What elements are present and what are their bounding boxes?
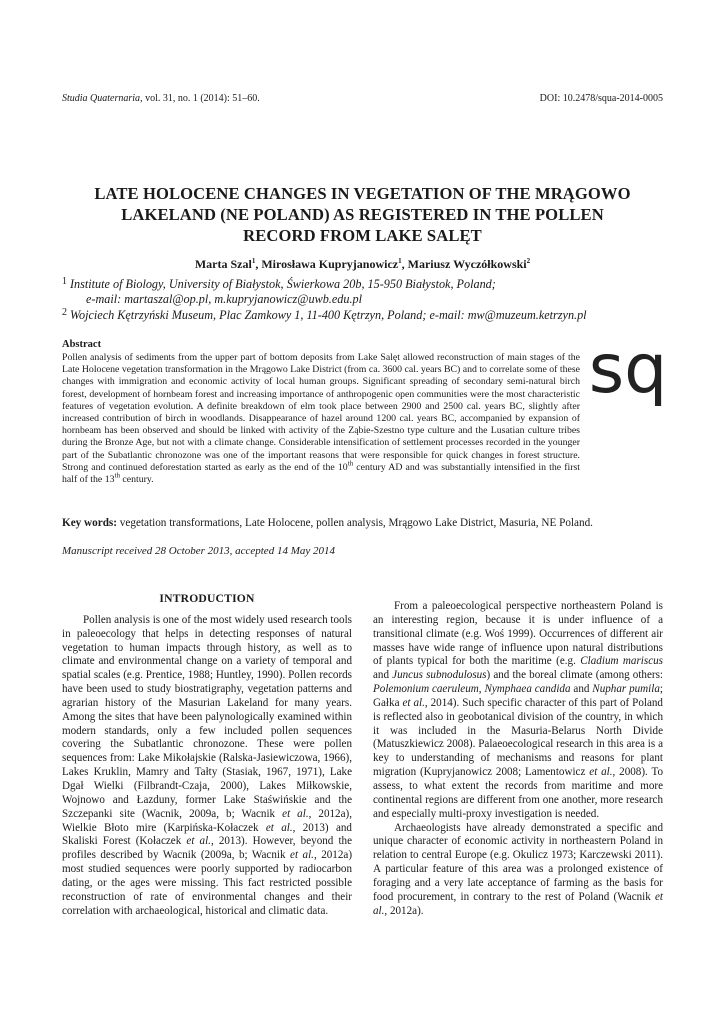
keywords-text: vegetation transformations, Late Holocene, pollen analysis, Mrągowo Lake District, Masuria, NE Poland. [117,517,593,529]
right-column [373,600,663,918]
author-affil-mark: 1 [251,257,256,265]
journal-citation [62,93,260,104]
abstract-heading: Abstract [62,339,102,350]
manuscript-dates: Manuscript received 28 October 2013, accepted 14 May 2014 [62,545,335,557]
title-line: RECORD FROM LAKE SALĘT [243,226,482,245]
affiliation-number: 2 [62,307,67,318]
author-name: Mirosława Kupryjanowicz [261,257,399,271]
paragraph: From a paleoecological perspective northeastern Poland is an interesting region, because it is under influence of a transitional climate (e.g. Woś 1999). Occurrences of different air masses have wide range of influence upon natural distributions of plants typical for both the maritime (e.g. Cladium mariscus and Juncus subnodulosus) and the boreal climate (among others: Polemonium caeruleum, Nymphaea candida and Nuphar pumila; Gałka et al., 2014). Such specific character of this part of Poland is reflected also in geobotanical division of the country, in which it was included in the Masuria-Belarus North Divide (Matuszkiewicz 2008). Palaeoecological research in this area is a key to understanding of mechanisms and reasons for plant migration (Kupryjanowicz 2008; Lamentowicz et al., 2008). To assess, to what extent the records from maritime and more continental regions are different from one another, more research and especially multi-proxy investigation is needed. [373,600,664,820]
abstract-text: century. [119,474,154,486]
volume-info: , vol. 31, no. 1 (2014): 51–60. [140,93,260,104]
author-name: Mariusz Wyczółkowski [407,257,527,271]
keywords [62,517,682,529]
affiliation-text: Wojciech Kętrzyński Museum, Plac Zamkowy 1, 11-400 Kętrzyn, Poland; e-mail: mw@muzeum.ketrzyn.pl [70,308,587,322]
article-title [40,183,685,246]
author-affil-mark: 2 [526,257,531,265]
left-column [62,592,352,918]
paragraph: Archaeologists have already demonstrated a specific and unique character of economic activity in northeastern Poland in relation to central Europe (e.g. Okulicz 1973; Karczewski 2011). A particular feature of this area was a prolonged existence of foraging and a very late acceptance of farming as the basis for food procurement, in contrary to the rest of Poland (Wacnik et al., 2012a). [373,821,663,917]
superscript: th [114,471,120,480]
doi: DOI: 10.2478/squa-2014-0005 [539,93,663,104]
title-line: LAKELAND (NE POLAND) AS REGISTERED IN THE POLLEN [121,205,604,224]
paragraph: Pollen analysis is one of the most widely used research tools in paleoecology that helps in detecting responses of natural vegetation to human impacts through history, as well as to climate and environmental change on a variety of temporal and spatial scales (e.g. Prentice, 1988; Huntley, 1990). Pollen records have been used to study biostratigraphy, vegetation patterns and agrarian history of the Masurian Lakeland for many years. Among the sites that have been palynologically examined within modern standards, only a few included pollen sequences covering the Subatlantic chronozone. These were pollen sequences from: Lake Mikołajskie (Ralska-Jasiewiczowa, 1966), Lakes Kruklin, Mamry and Tałty (Stasiak, 1967, 1971), Lake Dgał Wielki (Filbrandt-Czaja, 2000), Lakes Miłkowskie, Wojnowo and Łazduny, former Lake Staświńskie and the Szczepanki site (Wacnik, 2009a, b; Wacnik et al., 2012a), Wielkie Błoto mire (Karpińska-Kołaczek et al., 2013) and Skaliski Forest (Kołaczek et al., 2013). However, beyond the profiles described by Wacnik (2009a, b; Wacnik et al., 2012a) most studied sequences were poorly supported by radiocarbon dating, or the ages were missing. This fact restricted possible reconstruction of rate of environmental changes and their correlation with archaeological, historical and climatic data. [62,613,353,917]
superscript: th [347,459,354,468]
abstract-text: century AD and was substantially intensified in the first half of the 13 [62,461,580,486]
affiliation-2 [62,308,682,323]
section-heading: INTRODUCTION [159,592,255,605]
keywords-label: Key words: [62,517,117,529]
journal-name: Studia Quaternaria [62,93,141,104]
affiliation-1 [62,277,682,307]
abstract-text: Pollen analysis of sediments from the upper part of bottom deposits from Lake Salęt allowed reconstruction of main stages of the Late Holocene vegetation transformation in the Mrągowo Lake District (from ca. 3600 cal. years BC) and to correlate some of these changes with immigration and economic activity of local human groups. Significant spreading of secondary semi-natural birch forest, development of hornbeam forest and increasing importance of anthropogenic open communities were the most characteristic features of vegetation evolution. A definite breakdown of elm took place between 2900 and 2500 cal. years BC, slightly after increased contribution of birch in woodlands. Disappearance of hazel around 1200 cal. years BC, accompanied by expansion of hornbeam has been observed and should be linked with activity of the Ząbie-Szestno type culture and the Lusatian culture tribes during the Bronze Age, but not with a climate change. Considerable intensification of settlement processes recorded in the younger part of the Subatlantic chronozone was one of the important reasons that were responsible for quick changes in forest structure. Strong and continued deforestation started as early as the end of the 10 [62,352,580,473]
abstract-body [62,352,580,486]
affiliation-text: Institute of Biology, University of Białystok, Świerkowa 20b, 15-950 Białystok, Poland; [70,277,496,291]
author-affil-mark: 1 [398,257,402,265]
affiliation-number: 1 [62,276,67,287]
title-line: LATE HOLOCENE CHANGES IN VEGETATION OF THE MRĄGOWO [94,184,631,203]
author-name: Marta Szal [194,257,252,271]
journal-logo: sq [588,330,668,409]
author-list: Marta Szal$^1$, Mirosława Kupryjanowicz$^1$, Mariusz Wyczółkowski$^2$ [194,257,531,271]
affiliation-email: e-mail: martaszal@op.pl, m.kupryjanowicz@uwb.edu.pl [86,292,362,306]
